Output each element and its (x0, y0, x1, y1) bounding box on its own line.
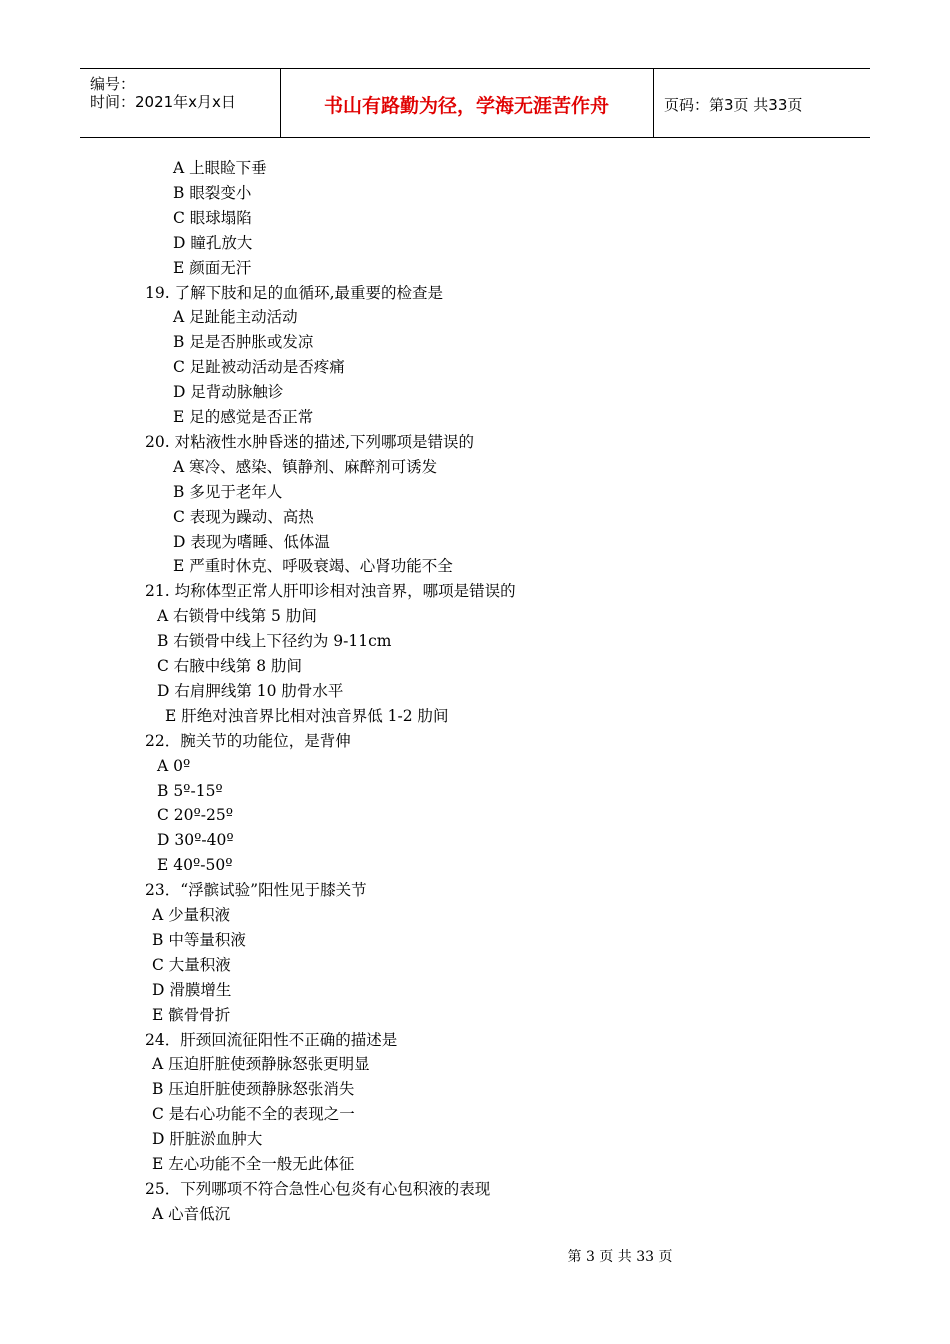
answer-option: C 20º-25º (157, 806, 234, 825)
answer-option: C 右腋中线第 8 肋间 (157, 657, 303, 675)
answer-option: E 40º-50º (157, 856, 233, 875)
answer-option: A 压迫肝脏使颈静脉怒张更明显 (152, 1055, 370, 1074)
answer-option: E 足的感觉是否正常 (173, 408, 314, 426)
header-page-info: 页码：第3页 共33页 (664, 96, 803, 114)
answer-option: E 严重时休克、呼吸衰竭、心肾功能不全 (173, 557, 453, 576)
answer-option: E 颜面无汗 (173, 258, 252, 277)
answer-option: D 表现为嗜睡、低体温 (173, 532, 330, 551)
answer-option: A 上眼睑下垂 (173, 159, 267, 177)
answer-option: D 足背动脉触诊 (173, 383, 284, 402)
answer-option: A 心音低沉 (152, 1204, 231, 1223)
answer-option: B 眼裂变小 (173, 183, 252, 202)
answer-option: C 是右心功能不全的表现之一 (152, 1105, 355, 1124)
answer-option: B 足是否肿胀或发凉 (173, 333, 314, 352)
answer-option: C 眼球塌陷 (173, 208, 252, 227)
answer-option: D 30º-40º (157, 831, 234, 850)
answer-option: B 压迫肝脏使颈静脉怒张消失 (152, 1080, 355, 1099)
header-middle-cell (280, 69, 654, 137)
doc-number-label: 编号： (90, 75, 136, 93)
question-stem: 25．下列哪项不符合急性心包炎有心包积液的表现 (145, 1179, 491, 1198)
answer-option: D 瞳孔放大 (173, 233, 253, 252)
answer-option: C 表现为躁动、高热 (173, 507, 314, 526)
answer-option: B 中等量积液 (152, 930, 246, 949)
answer-option: D 右肩胛线第 10 肋骨水平 (157, 681, 344, 700)
answer-option: D 滑膜增生 (152, 980, 232, 999)
page-header (80, 68, 870, 138)
answer-option: C 大量积液 (152, 955, 231, 974)
question-stem: 24．肝颈回流征阳性不正确的描述是 (145, 1030, 398, 1049)
header-left-cell (80, 69, 281, 137)
answer-option: A 足趾能主动活动 (173, 308, 298, 327)
answer-option: C 足趾被动活动是否疼痛 (173, 358, 345, 377)
header-right-cell (654, 69, 870, 137)
answer-option: D 肝脏淤血肿大 (152, 1130, 263, 1149)
question-stem: 23．“浮髌试验”阳性见于膝关节 (145, 881, 367, 900)
answer-option: A 寒冷、感染、镇静剂、麻醉剂可诱发 (173, 457, 438, 476)
header-motto: 书山有路勤为径，学海无涯苦作舟 (323, 95, 609, 117)
question-stem: 22．腕关节的功能位，是背伸 (145, 731, 351, 750)
question-stem: 21. 均称体型正常人肝叩诊相对浊音界，哪项是错误的 (145, 582, 516, 601)
answer-option: A 0º (157, 756, 191, 775)
answer-option: B 右锁骨中线上下径约为 9-11cm (157, 632, 392, 651)
answer-option: B 5º-15º (157, 781, 223, 800)
page-footer: 第 3 页 共 33 页 (567, 1249, 673, 1265)
answer-option: B 多见于老年人 (173, 482, 283, 501)
answer-option: A 少量积液 (152, 906, 231, 924)
question-stem: 19. 了解下肢和足的血循环,最重要的检查是 (145, 283, 444, 302)
answer-option: E 左心功能不全一般无此体征 (152, 1155, 355, 1173)
doc-date-label: 时间：2021年x月x日 (90, 93, 236, 111)
answer-option: E 髌骨骨折 (152, 1005, 231, 1024)
question-stem: 20. 对粘液性水肿昏迷的描述,下列哪项是错误的 (145, 432, 475, 451)
answer-option: E 肝绝对浊音界比相对浊音界低 1-2 肋间 (165, 706, 449, 725)
answer-option: A 右锁骨中线第 5 肋间 (157, 607, 317, 626)
